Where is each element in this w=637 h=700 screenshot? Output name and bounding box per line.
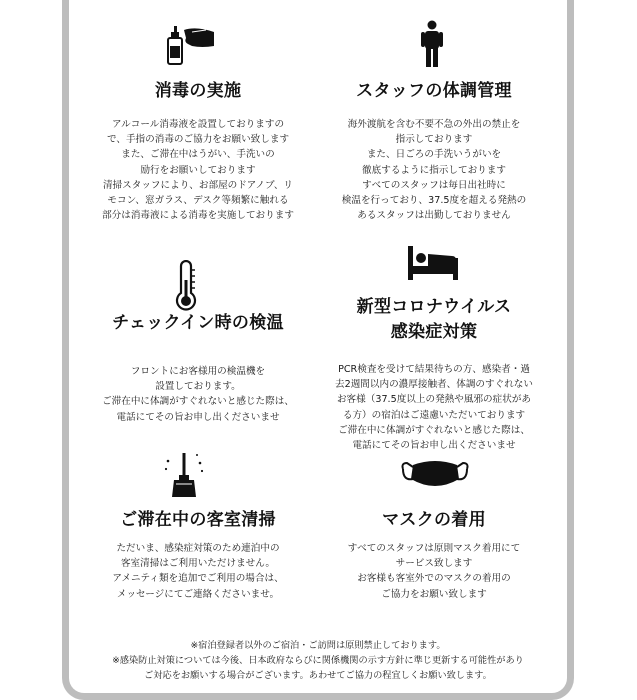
section-room-cleaning — [80, 445, 316, 605]
staff-person-icon — [420, 20, 444, 68]
bed-icon — [406, 244, 460, 282]
face-mask-icon — [399, 459, 471, 491]
hand-sanitizer-icon — [162, 24, 218, 68]
section-covid-measures — [316, 240, 552, 450]
section-mask-wearing — [316, 445, 552, 605]
section-body: ただいま、感染症対策のため連泊中の 客室清掃はご利用いただけません。 アメニティ類を追加でご利用の場合は、 メッセージにてご連絡くださいませ。 — [112, 543, 284, 600]
section-body: すべてのスタッフは原則マスク着用にて サービス致します お客様も客室外でのマスクの着用の ご協力をお願い致します — [347, 543, 521, 600]
section-title: 消毒の実施 — [154, 81, 242, 101]
section-title: スタッフの体調管理 — [356, 81, 512, 101]
section-body: PCR検査を受けて結果待ちの方、感染者・過 去2週間以内の濃厚接触者、体調のすぐれない お客様（37.5度以上の発熱や風邪の症状があ る方）の宿泊はご遠慮いただいております ご滞在中に体調がすぐれないと感じた際は、 電話にてその旨お申し出くださいませ — [335, 364, 533, 452]
section-body: アルコール消毒液を設置しておりますの で、手指の消毒のご協力をお願い致します また、ご滞在中はうがい、手洗いの 励行をお願いしております 清掃スタッフにより、お部屋のドアノブ、リ モコン、窓ガラス、デスク等頻繁に触れる 部分は消毒液による消毒を実施しております — [102, 119, 294, 222]
section-title: チェックイン時の検温 — [112, 313, 284, 333]
section-title: マスクの着用 — [382, 510, 486, 530]
broom-icon — [162, 451, 206, 499]
section-title: ご滞在中の客室清掃 — [120, 510, 276, 530]
section-body: フロントにお客様用の検温機を 設置しております。 ご滞在中に体調がすぐれないと感じた際は、 電話にてその旨お申し出くださいませ — [102, 366, 294, 423]
footnotes: ※宿泊登録者以外のご宿泊・ご訪問は原則禁止しております。 ※感染防止対策については今後、日本政府ならびに関係機関の示す方針に準じ更新する可能性があり ご対応をお願いする場合がございます。あわせてご協力の程宜しくお願い致します。 — [112, 640, 524, 681]
section-checkin-temperature — [80, 250, 316, 430]
section-title: 新型コロナウイルス 感染症対策 — [356, 297, 512, 342]
section-staff-health — [316, 0, 552, 240]
section-disinfection — [80, 0, 316, 240]
thermometer-icon — [173, 260, 199, 312]
section-body: 海外渡航を含む不要不急の外出の禁止を 指示しております また、日ごろの手洗いうがいを 徹底するように指示しております すべてのスタッフは毎日出社時に 検温を行っており、37.5度を超える発熱の あるスタッフは出勤しておりません — [341, 119, 527, 222]
